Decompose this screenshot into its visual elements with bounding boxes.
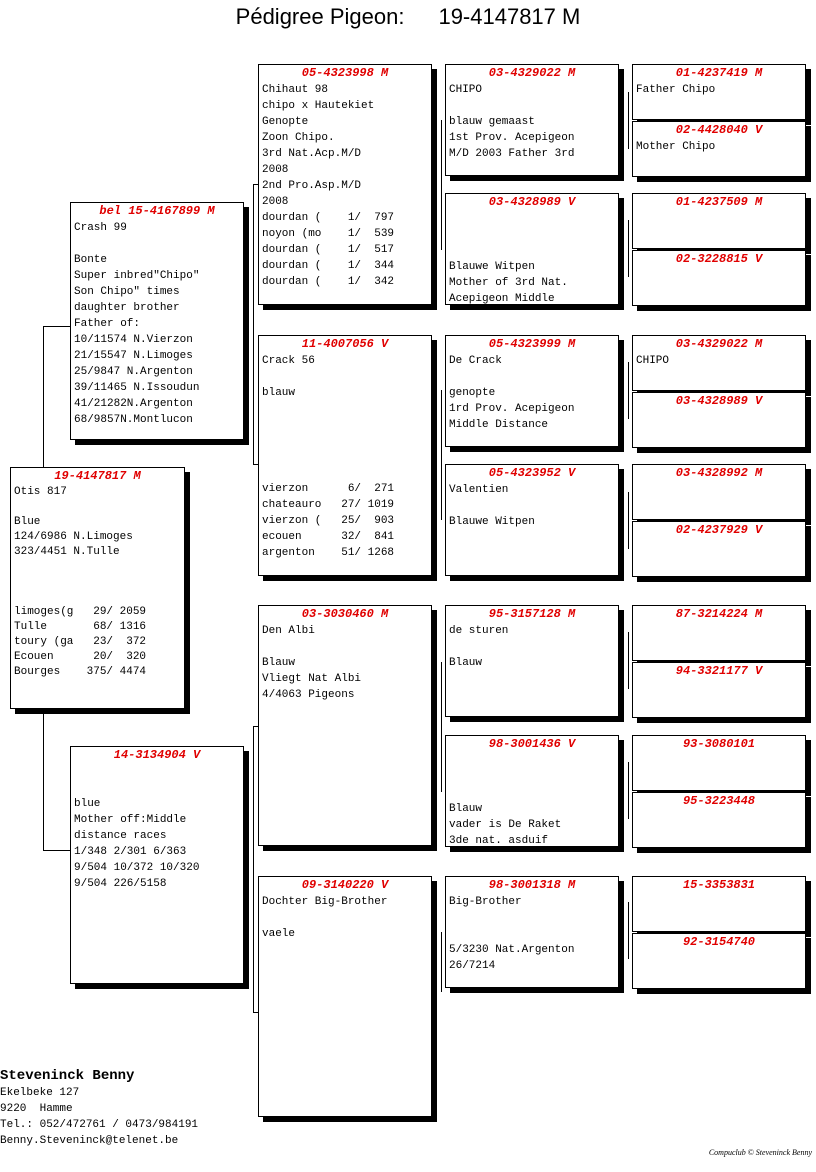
detail-line: de sturen (449, 625, 509, 637)
connector-line (43, 850, 70, 851)
ring-number: 03-3030460 M (301, 607, 389, 621)
detail-line: 9/504 226/5158 (74, 878, 167, 890)
pigeon-details (446, 209, 618, 305)
pigeon-card-gen5 (632, 876, 806, 932)
connector-line (628, 92, 629, 149)
detail-line: Vliegt Nat Albi (262, 673, 362, 685)
pigeon-card-gen5 (632, 121, 806, 177)
detail-line: Valentien (449, 484, 509, 496)
detail-line: blauw gemaast (449, 116, 535, 128)
pigeon-card-gen5 (632, 392, 806, 448)
detail-line: 1st Prov. Acepigeon (449, 132, 575, 144)
pigeon-card-sire-dam (258, 335, 432, 576)
pigeon-card-gen5 (632, 792, 806, 848)
pigeon-details (259, 621, 431, 703)
pigeon-details (71, 762, 243, 892)
detail-line (262, 449, 431, 465)
detail-line: Father Chipo (636, 84, 716, 96)
detail-line (449, 785, 618, 801)
pigeon-details (633, 80, 805, 98)
owner-email: Benny.Steveninck@telenet.be (0, 1135, 179, 1147)
pigeon-details (446, 351, 618, 433)
detail-line: vierzon ( 25/ 903 (262, 515, 395, 527)
pigeon-card-dss (445, 605, 619, 717)
detail-line: Bourges 375/ 4474 (14, 666, 147, 678)
ring-number: 02-4237929 V (675, 523, 763, 537)
detail-line: Dochter Big-Brother (262, 896, 388, 908)
detail-line: daughter brother (74, 302, 180, 314)
connector-line (441, 120, 442, 250)
ring-number: 03-4328989 V (675, 394, 763, 408)
pigeon-card-sss (445, 64, 619, 176)
detail-line (74, 764, 243, 780)
pigeon-card-sds (445, 335, 619, 447)
pigeon-card-gen5 (632, 193, 806, 249)
ring-number: 01-4237509 M (675, 195, 763, 209)
pigeon-details (446, 751, 618, 847)
detail-line: Big-Brother (449, 896, 522, 908)
detail-line: Blauw (449, 657, 483, 669)
detail-line: Den Albi (262, 625, 315, 637)
detail-line: dourdan ( 1/ 517 (262, 244, 395, 256)
detail-line: 26/7214 (449, 960, 496, 972)
detail-line: Super inbred"Chipo" (74, 270, 200, 282)
connector-line (253, 184, 254, 464)
detail-line: CHIPO (449, 84, 483, 96)
detail-line: vaele (262, 928, 296, 940)
detail-line: ecouen 32/ 841 (262, 531, 395, 543)
pigeon-details (446, 480, 618, 530)
detail-line: 4/4063 Pigeons (262, 689, 355, 701)
detail-line: Acepigeon Middle (449, 293, 555, 305)
connector-line (628, 362, 629, 419)
connector-line (43, 326, 44, 468)
pigeon-card-sdd (445, 464, 619, 576)
detail-line: dourdan ( 1/ 344 (262, 260, 395, 272)
detail-line: 10/11574 N.Vierzon (74, 334, 193, 346)
detail-line: CHIPO (636, 355, 670, 367)
detail-line: 2008 (262, 196, 289, 208)
ring-number: 02-4428040 V (675, 123, 763, 137)
pigeon-card-gen5 (632, 521, 806, 577)
connector-line (628, 632, 629, 689)
detail-line: 2nd Pro.Asp.M/D (262, 180, 362, 192)
page-title (0, 4, 816, 30)
detail-line (262, 910, 431, 926)
pigeon-card-dds (445, 876, 619, 988)
ring-number: 14-3134904 V (113, 748, 201, 762)
pigeon-card-gen5 (632, 464, 806, 520)
ring-number: 03-4328992 M (675, 466, 763, 480)
detail-line: genopte (449, 387, 496, 399)
detail-line: Blauw (449, 803, 483, 815)
owner-city: 9220 Hamme (0, 1103, 73, 1115)
connector-line (628, 902, 629, 959)
detail-line (74, 236, 243, 252)
ring-number: 05-4323999 M (488, 337, 576, 351)
detail-line: Blauwe Witpen (449, 261, 535, 273)
connector-line (253, 726, 254, 1012)
ring-number: 03-4328989 V (488, 195, 576, 209)
detail-line (14, 575, 184, 590)
pigeon-card-dsd (445, 735, 619, 847)
detail-line (449, 98, 618, 114)
detail-line: Blue (14, 516, 41, 528)
ring-number: 15-3353831 (682, 878, 755, 892)
detail-line (262, 433, 431, 449)
detail-line: Son Chipo" times (74, 286, 180, 298)
detail-line: Mother of 3rd Nat. (449, 277, 568, 289)
owner-phone: Tel.: 052/472761 / 0473/984191 (0, 1119, 199, 1131)
detail-line: 9/504 10/372 10/320 (74, 862, 200, 874)
detail-line (449, 243, 618, 259)
detail-line: 2008 (262, 164, 289, 176)
ring-number: 98-3001436 V (488, 737, 576, 751)
detail-line: blue (74, 798, 101, 810)
detail-line (262, 417, 431, 433)
detail-line: chateauro 27/ 1019 (262, 499, 395, 511)
detail-line (449, 498, 618, 514)
detail-line: 21/15547 N.Limoges (74, 350, 193, 362)
pigeon-card-gen5 (632, 662, 806, 718)
detail-line: Zoon Chipo. (262, 132, 335, 144)
detail-line: Otis 817 (14, 486, 67, 498)
pigeon-card-gen5 (632, 335, 806, 391)
ring-number: 19-4147817 M (54, 469, 141, 483)
pigeon-card-dam-dam (258, 876, 432, 1117)
title-label: Pédigree Pigeon: (235, 4, 405, 29)
detail-line: 3de nat. asduif (449, 835, 549, 847)
pigeon-card-dam (70, 746, 244, 984)
owner-street: Ekelbeke 127 (0, 1087, 80, 1099)
detail-line: 39/11465 N.Issoudun (74, 382, 200, 394)
pigeon-card-gen5 (632, 64, 806, 120)
connector-line (441, 932, 442, 992)
detail-line: 1rd Prov. Acepigeon (449, 403, 575, 415)
ring-number: 03-4329022 M (488, 66, 576, 80)
connector-line (628, 492, 629, 549)
detail-line: toury (ga 23/ 372 (14, 636, 147, 648)
detail-line: limoges(g 29/ 2059 (14, 606, 147, 618)
detail-line: Crack 56 (262, 355, 315, 367)
detail-line: Father of: (74, 318, 141, 330)
ring-number: 11-4007056 V (301, 337, 389, 351)
ring-number: 93-3080101 (682, 737, 755, 751)
detail-line (449, 753, 618, 769)
detail-line: Middle Distance (449, 419, 549, 431)
pigeon-details (446, 621, 618, 671)
detail-line: chipo x Hautekiet (262, 100, 375, 112)
detail-line (262, 465, 431, 481)
connector-line (628, 762, 629, 819)
pigeon-card-dam-sire (258, 605, 432, 846)
detail-line: argenton 51/ 1268 (262, 547, 395, 559)
ring-number: 98-3001318 M (488, 878, 576, 892)
detail-line (74, 780, 243, 796)
detail-line: 323/4451 N.Tulle (14, 546, 120, 558)
pigeon-details (11, 483, 184, 680)
detail-line: Mother off:Middle (74, 814, 187, 826)
detail-line: Blauwe Witpen (449, 516, 535, 528)
detail-line: dourdan ( 1/ 342 (262, 276, 395, 288)
detail-line: 1/348 2/301 6/363 (74, 846, 187, 858)
pigeon-card-gen5 (632, 250, 806, 306)
detail-line (449, 769, 618, 785)
detail-line: Crash 99 (74, 222, 127, 234)
ring-number: 02-3228815 V (675, 252, 763, 266)
ring-number: 01-4237419 M (675, 66, 763, 80)
ring-number: 95-3223448 (682, 794, 755, 808)
pigeon-details (71, 218, 243, 428)
detail-line (262, 639, 431, 655)
pigeon-details (259, 892, 431, 942)
detail-line: Chihaut 98 (262, 84, 329, 96)
detail-line: 3rd Nat.Acp.M/D (262, 148, 362, 160)
pigeon-card-sire (70, 202, 244, 440)
title-ring-number: 19-4147817 M (438, 4, 581, 29)
detail-line: 25/9847 N.Argenton (74, 366, 193, 378)
pigeon-details (633, 137, 805, 155)
connector-line (43, 714, 44, 850)
ring-number: 03-4329022 M (675, 337, 763, 351)
owner-info (0, 1036, 198, 1149)
detail-line: 68/9857N.Montlucon (74, 414, 193, 426)
pigeon-card-gen5 (632, 933, 806, 989)
detail-line (14, 560, 184, 575)
detail-line (449, 639, 618, 655)
detail-line (449, 926, 618, 942)
detail-line: 5/3230 Nat.Argenton (449, 944, 575, 956)
detail-line: Mother Chipo (636, 141, 716, 153)
detail-line (14, 590, 184, 605)
detail-line: vierzon 6/ 271 (262, 483, 395, 495)
pigeon-card-subject (10, 467, 185, 709)
detail-line (449, 369, 618, 385)
detail-line: dourdan ( 1/ 797 (262, 212, 395, 224)
pigeon-details (259, 351, 431, 561)
pigeon-card-sire-sire (258, 64, 432, 305)
pigeon-details (446, 80, 618, 162)
detail-line: vader is De Raket (449, 819, 562, 831)
detail-line: distance races (74, 830, 167, 842)
owner-name: Steveninck Benny (0, 1068, 135, 1084)
ring-number: 94-3321177 V (675, 664, 763, 678)
detail-line: 124/6986 N.Limoges (14, 531, 133, 543)
detail-line: Bonte (74, 254, 108, 266)
detail-line: Tulle 68/ 1316 (14, 621, 147, 633)
ring-number: 09-3140220 V (301, 878, 389, 892)
pigeon-details (259, 80, 431, 290)
pigeon-card-gen5 (632, 605, 806, 661)
detail-line (449, 227, 618, 243)
connector-line (441, 662, 442, 792)
detail-line: Genopte (262, 116, 309, 128)
detail-line: Blauw (262, 657, 296, 669)
detail-line: 41/21282N.Argenton (74, 398, 193, 410)
detail-line: M/D 2003 Father 3rd (449, 148, 575, 160)
detail-line: De Crack (449, 355, 502, 367)
ring-number: bel 15-4167899 M (99, 204, 215, 218)
ring-number: 92-3154740 (682, 935, 755, 949)
footer-credit: Compuclub © Steveninck Benny (708, 1148, 812, 1157)
detail-line (262, 369, 431, 385)
detail-line: blauw (262, 387, 296, 399)
connector-line (43, 326, 70, 327)
connector-line (441, 390, 442, 520)
pigeon-details (633, 351, 805, 369)
pigeon-card-ssd (445, 193, 619, 305)
pigeon-card-gen5 (632, 735, 806, 791)
ring-number: 05-4323998 M (301, 66, 389, 80)
detail-line (449, 211, 618, 227)
ring-number: 95-3157128 M (488, 607, 576, 621)
detail-line: Ecouen 20/ 320 (14, 651, 147, 663)
detail-line (14, 500, 184, 515)
detail-line: noyon (mo 1/ 539 (262, 228, 395, 240)
connector-line (628, 220, 629, 277)
detail-line (262, 401, 431, 417)
detail-line (449, 910, 618, 926)
pigeon-details (446, 892, 618, 974)
ring-number: 05-4323952 V (488, 466, 576, 480)
ring-number: 87-3214224 M (675, 607, 763, 621)
